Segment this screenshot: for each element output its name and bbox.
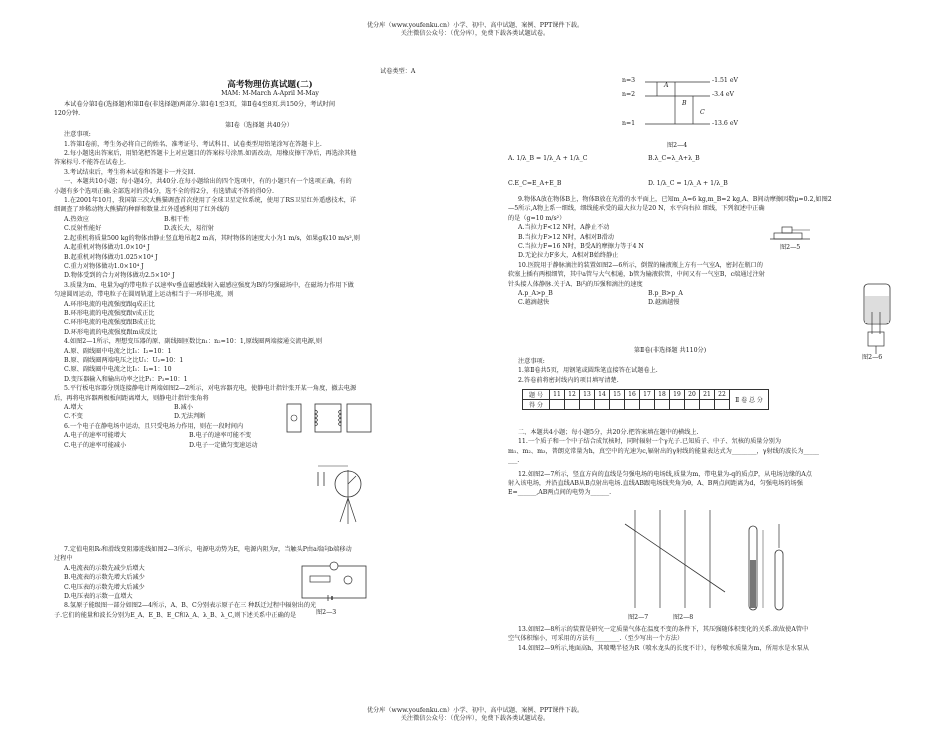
right-lower — [508, 625, 898, 653]
option: A.增大 — [64, 404, 83, 411]
option: C.电压表的示数先增大后减少 — [64, 583, 145, 591]
score-table — [522, 389, 769, 410]
option: A.当拉力F<12 N时，A静止不动 — [518, 224, 610, 232]
q13-line: 13.如图2—8所示的装置是研究一定质量气体在温度不变的条件下，其压强随体积变化的关系.欲故使A管中 — [518, 626, 809, 633]
option: C.E_C=E_A+E_B — [508, 180, 562, 187]
q12-line: 12.如图2—7所示，竖直方向的直线是匀强电场的电场线,质量为m，带电量为-q的质点P，从电场边缘的A点 — [518, 470, 812, 478]
figure-2-3-circuit — [300, 560, 370, 605]
figure-2-5-caption: 图2—5 — [780, 244, 801, 251]
q1-line: 细调查了珍稀动物大熊猫的种群和数量.红外遥感利用了红外线的 — [54, 206, 230, 214]
left-column — [54, 100, 464, 450]
option: B.电子的速率可能不变 — [189, 432, 252, 440]
option: B.当拉力F>12 N时，A相对B滑动 — [518, 233, 614, 241]
q2-line: 2.起重机将质量500 kg的物体由静止竖直地吊起2 m高，其时物体的速度大小为1 m/s，如果g取10 m/s²,则 — [64, 234, 360, 242]
q9-line: —5所示,A物上系一细线，细线能承受的最大拉力是20 N，水平向右拉 细线，下列叙述中正确 — [508, 205, 765, 213]
figure-2-5-blocks — [770, 225, 815, 241]
q12-line: 射入该电场，并沿直线AB从B点射出电场.直线AB跟电场线夹角为θ，A、B两点间距离为d，匀强电场的场强 — [508, 480, 803, 488]
table-cell: 18 — [655, 390, 670, 400]
score-input[interactable] — [580, 400, 595, 410]
score-input[interactable] — [655, 400, 670, 410]
q6-line: 6.一个电子在静电场中运动，且只受电场力作用，则在一段时间内 — [64, 422, 244, 430]
part1-heading: 第Ⅰ卷（选择题 共40分） — [225, 121, 293, 129]
option: B.原、副线圈两端电压之比U₁：U₂=10：1 — [64, 356, 184, 364]
table-cell: Ⅱ 卷 总 分 — [730, 390, 769, 410]
q7-line: 7.定值电阻R₀和滑线变阻器连线如图2—3所示，电源电动势为E，电源内阻为r，当触头P由a端向b端移动 — [64, 546, 352, 553]
option: A.电流表的示数先减少后增大 — [64, 564, 145, 572]
score-input[interactable] — [550, 400, 565, 410]
option: D.无法判断 — [174, 413, 206, 421]
score-input[interactable] — [640, 400, 655, 410]
table-cell: 20 — [685, 390, 700, 400]
part2-heading: 第Ⅱ卷(非选择题 共110分) — [633, 347, 707, 354]
option: C.当拉力F=16 N时，B受A的摩擦力等于4 N — [518, 243, 644, 251]
score-input[interactable] — [625, 400, 640, 410]
note-line: 答案标号.不能答在试卷上. — [54, 159, 126, 167]
table-cell: 19 — [670, 390, 685, 400]
q11-line: m₁、m₂、m₃，普朗克常量为h，真空中的光速为c,辐射出的γ射线的能量表达式为________，γ射线的波长为_____ — [508, 447, 820, 455]
table-cell: 16 — [625, 390, 640, 400]
table-cell: 题 号 — [523, 390, 550, 400]
transition-c: C — [700, 109, 705, 116]
figure-2-6-infusion — [858, 282, 898, 357]
q3-line: 匀速圆周运动，带电粒子在圆周轨道上运动相当于一环形电流，则 — [54, 291, 234, 299]
option: B.p_B>p_A — [648, 290, 683, 298]
q1-line: 1.在2001年10月，我国第三次大熊猫调查首次使用了全球卫星定位系统，使用了RS卫星红外遥感技术，详 — [64, 197, 357, 205]
level-n1: n=1 — [622, 120, 636, 127]
option: B.λ_C=λ_A+λ_B — [648, 155, 700, 162]
transition-b: B — [682, 100, 687, 107]
note-line: 1.第Ⅱ卷共5页，用钢笔或圆珠笔直接答在试题卷上. — [518, 367, 658, 375]
option: C.越滴越快 — [518, 299, 550, 307]
table-cell: 11 — [550, 390, 565, 400]
figure-2-4-energy-levels — [645, 78, 710, 128]
table-cell: 得 分 — [523, 400, 550, 410]
q11-line: 11.一个质子和一个中子结合成氘核时，同时辐射一个γ光子.已知质子、中子、氘核的质量分别为 — [518, 438, 782, 446]
header-line-1: 优分库（www.youfenku.cn）小学、初中、高中试题、案例、PPT课件下载。 — [366, 22, 584, 29]
note-line: 3.考试结束后，考生将本试卷和答题卡一并交回. — [64, 168, 196, 176]
notes-title: 注意事项: — [64, 131, 91, 139]
note-line: 2.答卷前将密封线内的项目填写清楚. — [518, 376, 619, 384]
q8-line: 8.氢原子能级图一部分如图2—4所示，A、B、C分别表示原子在三 种跃迁过程中辐射出的光 — [64, 602, 317, 610]
score-input[interactable] — [670, 400, 685, 410]
option: A.电子的速率可能增大 — [64, 432, 127, 440]
header-line-2: 关注微信公众号：（优分库），免费下载各类试题试卷。 — [400, 30, 550, 37]
level-e1: -13.6 eV — [712, 120, 738, 127]
q3-line: 3.质量为m、电量为q的带电粒子以速率v垂直磁感线射入磁感应强度为B的匀强磁场中，在磁场力作用下做 — [64, 281, 354, 289]
figure-2-8-utube — [745, 520, 795, 612]
option: C.重力对物体做功1.0×10⁴ J — [64, 262, 144, 270]
figure-2-3-caption: 图2—3 — [316, 609, 337, 616]
option: A.起重机对物体做功1.0×10⁴ J — [64, 244, 150, 252]
q8-line: 子.它们的能量和波长分别为E_A、E_B、E_C和λ_A、λ_B、λ_C,则下述关系中正确的是 — [54, 611, 297, 619]
level-n2: n=2 — [622, 91, 636, 98]
option: D.变压器输入和输出功率之比P₁：P₂=10：1 — [64, 375, 188, 383]
option: A.热效应 — [64, 215, 89, 223]
table-cell: 21 — [700, 390, 715, 400]
score-input[interactable] — [700, 400, 715, 410]
table-cell: 13 — [580, 390, 595, 400]
figure-2-1-transformer — [285, 400, 380, 440]
option: A.环形电流的电流强度跟q成正比 — [64, 300, 155, 308]
notes2-title: 注意事项: — [518, 358, 545, 365]
q4-line: 4.如图2—1所示，理想变压器的原、副线圈匝数比n₁：n₂=10：1,原线圈两端接通交流电源,则 — [64, 338, 323, 346]
option: D.波长大，易衍射 — [164, 225, 215, 233]
level-e3: -1.51 eV — [712, 77, 738, 84]
section2-line: 二、本题共4小题；每小题5分，共20分.把答案填在题中的横线上. — [518, 429, 699, 436]
score-input[interactable] — [565, 400, 580, 410]
q9-line: 的是（g=10 m/s²） — [508, 214, 566, 222]
table-cell: 15 — [610, 390, 625, 400]
score-input[interactable] — [610, 400, 625, 410]
footer-line-1: 优分库（www.youfenku.cn）小学、初中、高中试题、案例、PPT课件下载。 — [366, 707, 584, 714]
section1-line: 一、本题共10小题；每小题4分，共40分.在每小题给出的四个选项中，有的小题只有一个选项正确，有的 — [64, 178, 352, 186]
figure-2-4-caption: 图2—4 — [667, 142, 688, 149]
exam-type: 试卷类型：A — [380, 68, 416, 75]
option: C.原、副线圈中电流之比I₁：I₂=1：10 — [64, 366, 172, 374]
table-cell: 12 — [565, 390, 580, 400]
q10-line: 针头接人体静脉.关于A、B内的压强和滴注的速度 — [508, 280, 643, 288]
option: C.反射性能好 — [64, 225, 102, 233]
score-input[interactable] — [715, 400, 730, 410]
intro-line: 120分钟. — [54, 110, 81, 118]
right-column — [508, 195, 898, 308]
q9-line: 9.物体A放在物体B上，物体B放在光滑的水平面上，已知m_A=6 kg,m_B=2 kg,A、B间动摩擦因数μ=0.2,如图2 — [518, 196, 832, 203]
figure-2-2-electrometer — [310, 462, 370, 532]
q10-line: 软塞上插有两根细管，其中a管与大气相通，b管为输液软管，中间又有一气室B，c端通过注射 — [508, 271, 765, 279]
table-cell: 22 — [715, 390, 730, 400]
q10-line: 10.医院用于静脉滴注的装置如图2—6所示，倒置的输液瓶上方有一气室A，密封在瓶口的 — [518, 261, 763, 269]
table-cell: 14 — [595, 390, 610, 400]
figure-2-6-caption: 图2—6 — [862, 354, 883, 361]
table-cell: 17 — [640, 390, 655, 400]
score-input[interactable] — [595, 400, 610, 410]
note-line: 1.答第Ⅰ卷前，考生务必将自己的姓名、准考证号、考试科目、试卷类型用铅笔涂写在答题卡上. — [64, 140, 322, 148]
figure-2-8-caption: 图2—8 — [673, 614, 694, 621]
option: A.p_A>p_B — [518, 290, 553, 298]
transition-a: A — [664, 82, 669, 89]
option: B.减小 — [174, 404, 193, 411]
option: B.环形电流的电流强度跟v成正比 — [64, 309, 155, 317]
option: B.电流表的示数先增大后减少 — [64, 574, 145, 582]
figure-2-7-caption: 图2—7 — [628, 614, 649, 621]
table-row — [523, 390, 769, 400]
option: A. 1/λ_B = 1/λ_A + 1/λ_C — [508, 155, 588, 162]
right-section2 — [508, 428, 898, 498]
section1-line: 小题有多个选项正确.全部选对的得4分，选不全的得2分，有选错或不答的得0分. — [54, 187, 274, 195]
page-title: 高考物理仿真试题(二) — [227, 80, 313, 90]
level-e2: -3.4 eV — [712, 91, 735, 98]
level-n3: n=3 — [622, 77, 636, 84]
option: C.环形电流的电流强度跟B成正比 — [64, 319, 156, 327]
right-notes — [508, 357, 898, 385]
footer-line-2: 关注微信公众号：（优分库），免费下载各类试题试卷。 — [400, 715, 550, 722]
q13-line: 空气体积缩小，可采用的方法有________.（至少写出一个方法） — [508, 635, 684, 643]
option: A.原、副线圈中电流之比I₁：I₂=10：1 — [64, 347, 172, 355]
q7-line: 过程中 — [54, 555, 73, 563]
option: D.越滴越慢 — [648, 299, 680, 307]
score-input[interactable] — [685, 400, 700, 410]
q5-line: 5.平行板电容器分别连接静电计两端如图2—2所示，对电容器充电，使静电计指针张开某一角度，撤去电源 — [64, 385, 357, 393]
subtitle: MAM: M-March A-April M-May — [221, 90, 319, 97]
left-column-lower — [54, 545, 464, 620]
option: D. 1/λ_C = 1/λ_A + 1/λ_B — [648, 180, 728, 187]
option: B.相干性 — [164, 215, 190, 223]
option: D.电压表的示数一直增大 — [64, 593, 133, 601]
q11-line: ___. — [508, 457, 520, 465]
option: C.不变 — [64, 413, 83, 421]
intro-line: 本试卷分第Ⅰ卷(选择题)和第Ⅱ卷(非选择题)两部分.第Ⅰ卷1至3页，第Ⅱ卷4至8页.共150分，考试时间 — [64, 101, 336, 108]
option: B.起重机对物体做功1.025×10⁴ J — [64, 253, 158, 261]
q5-line: 后，再将电容器两极板间距离增大，则静电计指针张角将 — [54, 394, 209, 402]
option: D.无论拉力F多大，A相对B始终静止 — [518, 252, 619, 260]
option: D.电子一定做匀变速运动 — [189, 441, 258, 449]
option: D.环形电流的电流强度跟m成反比 — [64, 328, 158, 336]
option: C.电子的速率可能减小 — [64, 441, 127, 449]
option: D.物体受到的合力对物体做功2.5×10² J — [64, 272, 175, 280]
figure-2-7-field — [625, 510, 735, 610]
q14-line: 14.如图2—9所示,地面高h，其喷嘴半径为R（喷水龙头的长度不计），每秒喷水质量为m，所用水是水泵从 — [518, 644, 809, 652]
q12-line: E=______,AB两点间的电势为______. — [508, 489, 612, 497]
note-line: 2.每小题选出答案后，用铅笔把答题卡上对应题目的答案标号涂黑.如需改动，用橡皮擦干净后，再选涂其他 — [64, 150, 357, 158]
